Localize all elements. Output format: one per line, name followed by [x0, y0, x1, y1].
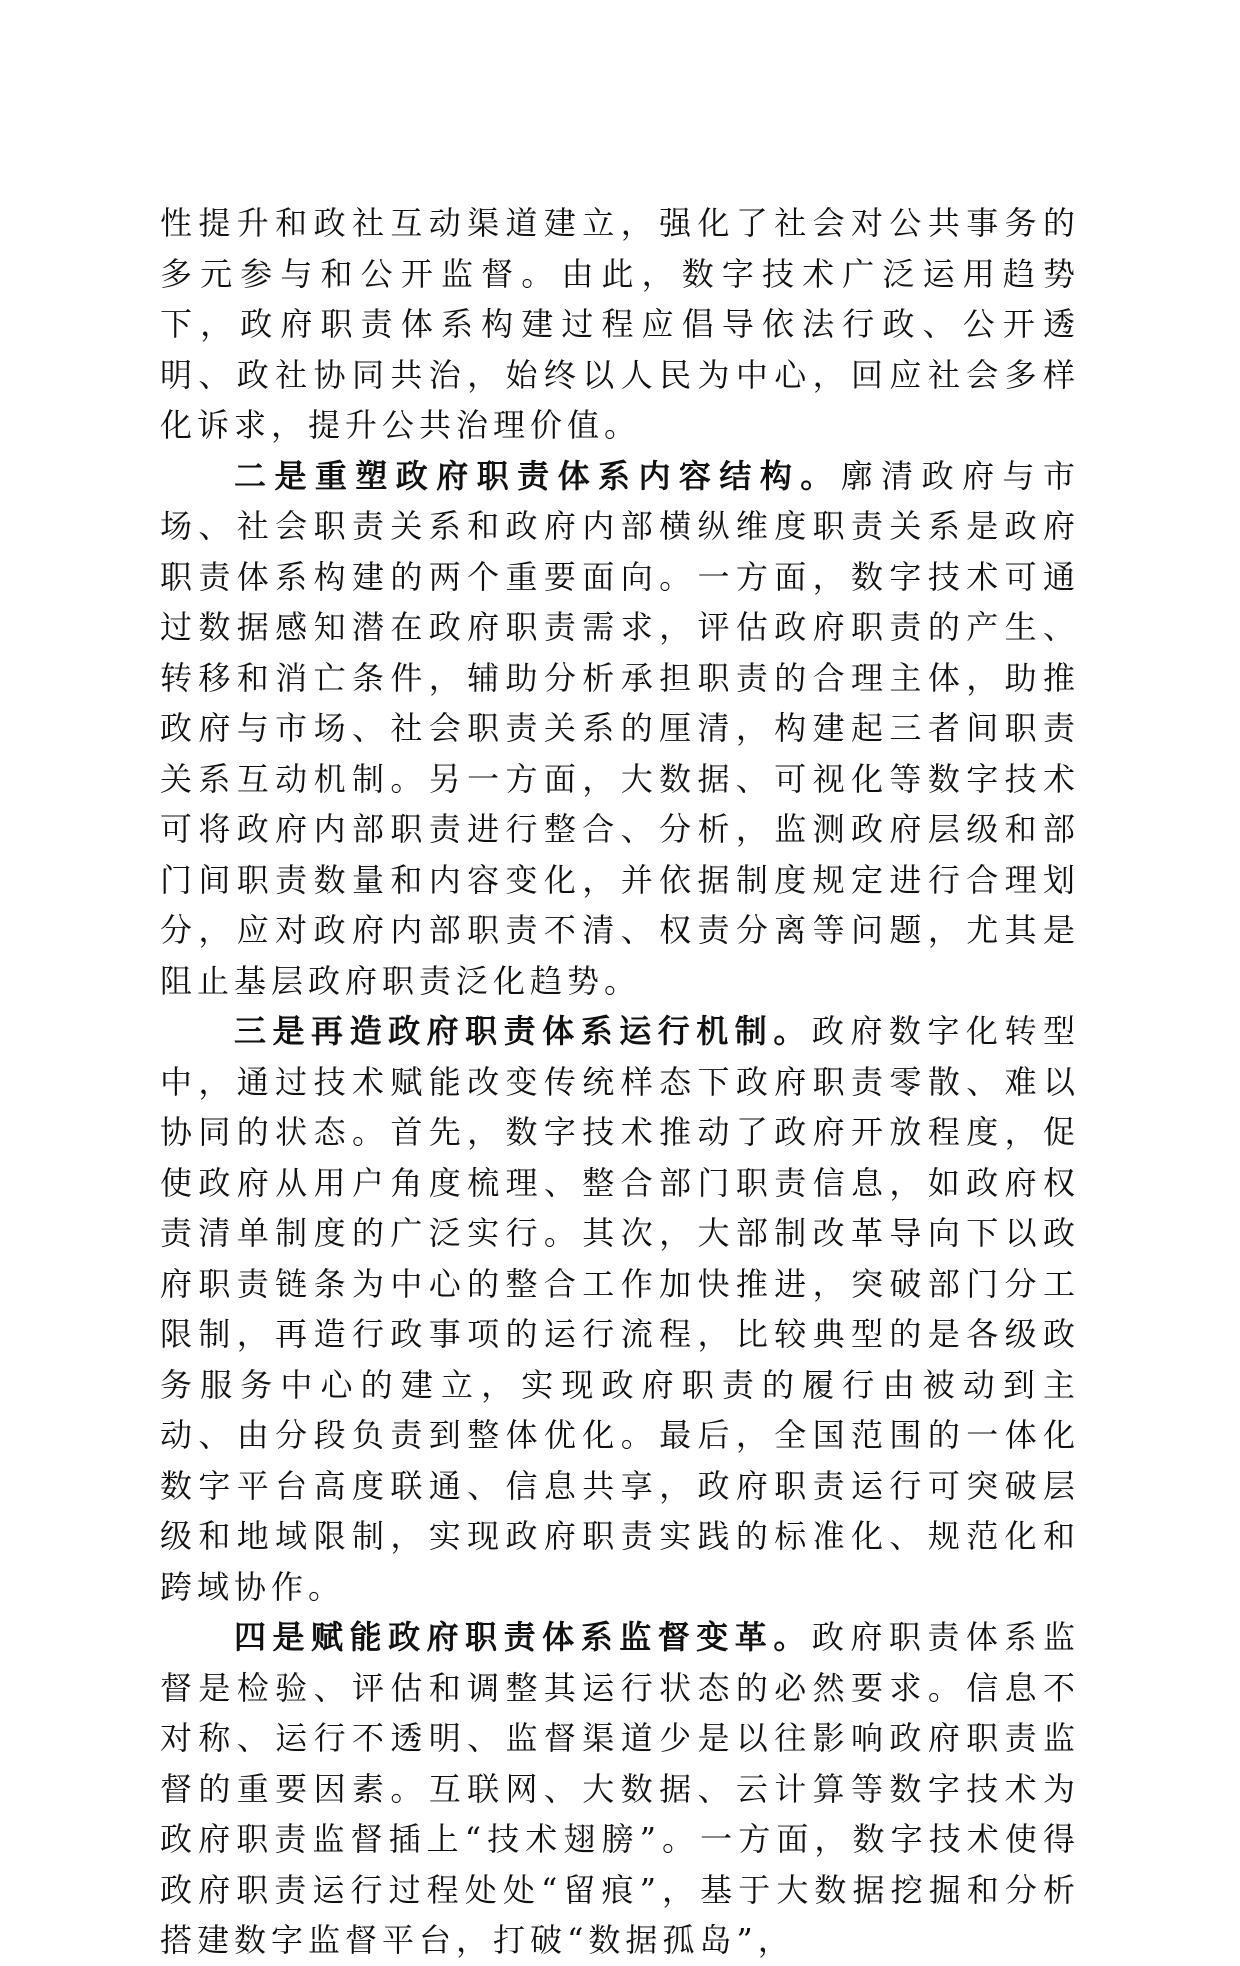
paragraph-1-body: 性提升和政社互动渠道建立，强化了社会对公共事务的多元参与和公开监督。由此，数字技术广泛运用趋势下，政府职责体系构建过程应倡导依法行政、公开透明、政社协同共治，始终以人民为中心，回应社会多样化诉求，提升公共治理价值。 [160, 204, 1080, 444]
paragraph-3-body: 政府数字化转型中，通过技术赋能改变传统样态下政府职责零散、难以协同的状态。首先，数字技术推动了政府开放程度，促使政府从用户角度梳理、整合部门职责信息，如政府权责清单制度的广泛实行。其次，大部制改革导向下以政府职责链条为中心的整合工作加快推进，突破部门分工限制，再造行政事项的运行流程，比较典型的是各级政务服务中心的建立，实现政府职责的履行由被动到主动、由分段负责到整体优化。最后，全国范围的一体化数字平台高度联通、信息共享，政府职责运行可突破层级和地域限制，实现政府职责实践的标准化、规范化和跨域协作。 [160, 1012, 1080, 1606]
paragraph-1 [160, 198, 1080, 451]
paragraph-2-body: 廓清政府与市场、社会职责关系和政府内部横纵维度职责关系是政府职责体系构建的两个重要面向。一方面，数字技术可通过数据感知潜在政府职责需求，评估政府职责的产生、转移和消亡条件，辅助分析承担职责的合理主体，助推政府与市场、社会职责关系的厘清，构建起三者间职责关系互动机制。另一方面，大数据、可视化等数字技术可将政府内部职责进行整合、分析，监测政府层级和部门间职责数量和内容变化，并依据制度规定进行合理划分，应对政府内部职责不清、权责分离等问题，尤其是阻止基层政府职责泛化趋势。 [160, 456, 1080, 1000]
paragraph-3-lead: 三是再造政府职责体系运行机制。 [234, 1012, 812, 1050]
paragraph-4-body: 政府职责体系监督是检验、评估和调整其运行状态的必然要求。信息不对称、运行不透明、监督渠道少是以往影响政府职责监督的重要因素。互联网、大数据、云计算等数字技术为政府职责监督插上“技术翅膀”。一方面，数字技术使得政府职责运行过程处处“留痕”，基于大数据挖掘和分析搭建数字监督平台，打破“数据孤岛”， [160, 1618, 1080, 1959]
paragraph-2 [160, 451, 1080, 1007]
document-page [160, 198, 1080, 1966]
paragraph-3 [160, 1006, 1080, 1612]
paragraph-4 [160, 1612, 1080, 1966]
paragraph-2-lead: 二是重塑政府职责体系内容结构。 [234, 456, 841, 495]
paragraph-4-lead: 四是赋能政府职责体系监督变革。 [234, 1618, 812, 1656]
